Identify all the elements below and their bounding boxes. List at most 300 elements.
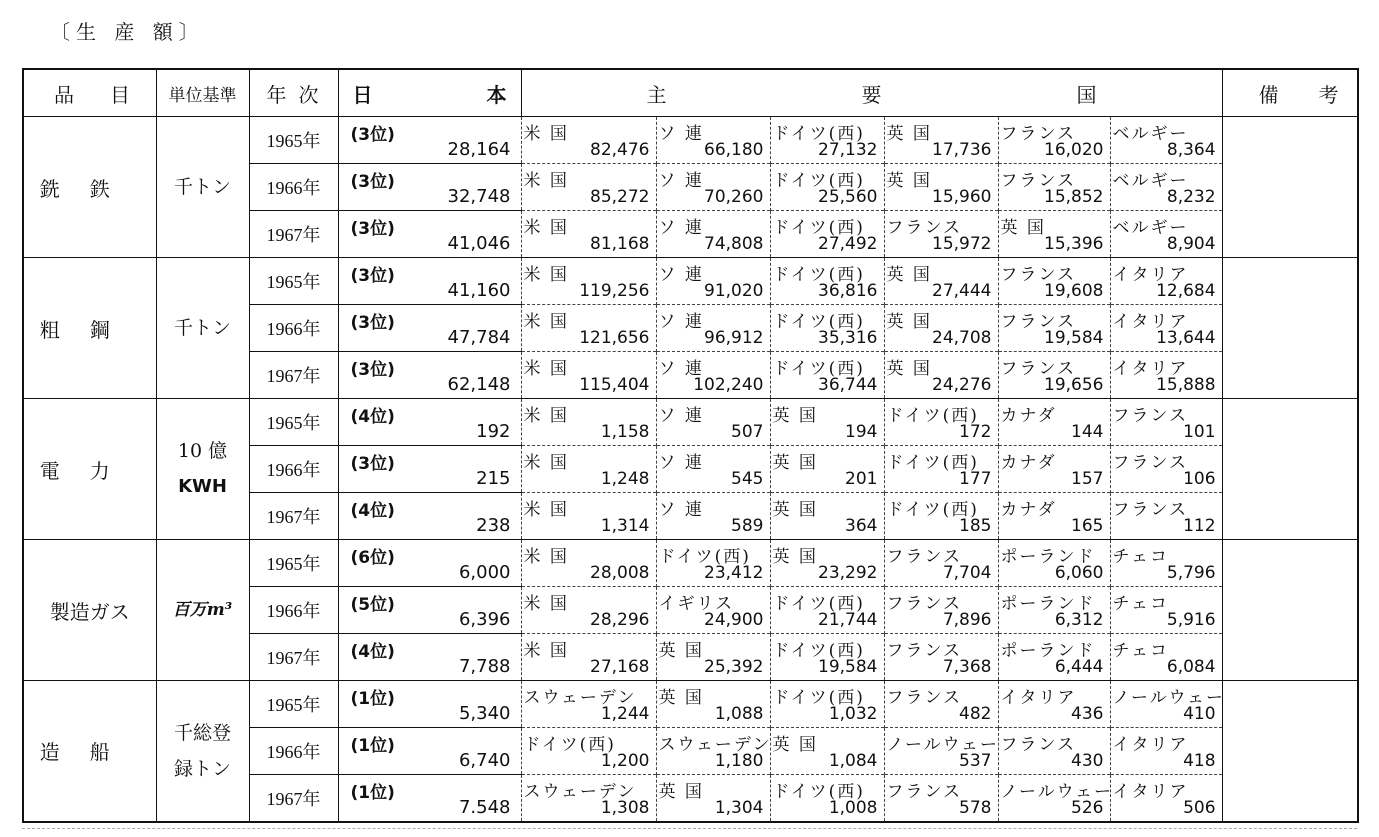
country-cell <box>521 775 656 822</box>
country-cell <box>770 258 884 305</box>
country-value: 364 <box>845 516 878 536</box>
country-value: 15,888 <box>1156 375 1216 395</box>
country-value: 418 <box>1183 751 1216 771</box>
country-value: 578 <box>959 797 992 818</box>
country-cell <box>521 587 656 634</box>
year-cell: 1965年 <box>249 117 338 164</box>
country-value: 21,744 <box>818 610 878 630</box>
country-value: 7,896 <box>942 610 992 630</box>
japan-rank: (3位) <box>350 454 395 474</box>
country-cell <box>770 634 884 681</box>
country-cell <box>656 681 770 728</box>
country-value: 6,060 <box>1054 563 1104 583</box>
country-value: 8,904 <box>1166 234 1216 254</box>
country-value: 8,232 <box>1166 187 1216 207</box>
country-cell <box>884 493 998 540</box>
japan-cell <box>338 587 521 634</box>
table-row <box>23 399 1358 446</box>
country-cell <box>1110 728 1222 775</box>
country-value: 1,008 <box>828 797 878 818</box>
country-cell <box>998 399 1110 446</box>
japan-rank: (3位) <box>350 266 395 286</box>
country-cell <box>1110 258 1222 305</box>
country-name: イタリア <box>1112 265 1189 285</box>
country-cell <box>770 305 884 352</box>
country-value: 96,912 <box>704 328 764 348</box>
country-value: 5,796 <box>1166 563 1216 583</box>
country-name: ソ 連 <box>658 359 704 379</box>
japan-rank: (4位) <box>350 642 395 662</box>
country-name: ドイツ(西) <box>886 500 979 520</box>
country-name: ドイツ(西) <box>772 688 865 708</box>
country-name: チェコ <box>1112 594 1169 614</box>
country-cell <box>770 540 884 587</box>
table-row <box>23 681 1358 728</box>
country-name: 米 国 <box>523 171 569 191</box>
country-name: 米 国 <box>523 218 569 238</box>
country-value: 74,808 <box>704 234 764 254</box>
country-name: スウェーデン <box>658 735 772 755</box>
japan-cell <box>338 164 521 211</box>
country-value: 1,158 <box>600 422 650 442</box>
japan-rank: (1位) <box>350 736 395 756</box>
country-name: ドイツ(西) <box>886 406 979 426</box>
country-cell <box>884 399 998 446</box>
country-name: ソ 連 <box>658 171 704 191</box>
note-cell <box>1222 540 1358 681</box>
country-value: 28,008 <box>590 563 650 583</box>
country-cell <box>884 211 998 258</box>
country-cell <box>1110 540 1222 587</box>
country-value: 28,296 <box>590 610 650 630</box>
country-value: 7,704 <box>942 563 992 583</box>
country-value: 106 <box>1183 469 1216 489</box>
country-value: 27,444 <box>932 281 992 301</box>
country-cell <box>998 634 1110 681</box>
country-name: ベルギー <box>1112 124 1189 144</box>
japan-rank: (3位) <box>350 360 395 380</box>
country-cell <box>521 446 656 493</box>
country-value: 19,584 <box>1044 328 1104 348</box>
country-value: 81,168 <box>590 234 650 254</box>
country-name: ポーランド <box>1000 641 1096 661</box>
japan-value: 7.548 <box>458 796 511 818</box>
country-value: 1,248 <box>600 469 650 489</box>
country-cell <box>884 164 998 211</box>
japan-cell <box>338 493 521 540</box>
country-value: 70,260 <box>704 187 764 207</box>
table-body <box>23 117 1358 822</box>
country-value: 82,476 <box>590 140 650 160</box>
country-cell <box>998 728 1110 775</box>
country-name: フランス <box>1112 500 1188 520</box>
country-name: 英 国 <box>772 547 818 567</box>
japan-cell <box>338 634 521 681</box>
country-value: 19,656 <box>1044 375 1104 395</box>
country-cell <box>1110 634 1222 681</box>
country-value: 1,088 <box>714 704 764 724</box>
unit-basis <box>156 540 249 681</box>
country-cell <box>770 775 884 822</box>
country-name: 英 国 <box>658 688 704 708</box>
country-value: 36,744 <box>818 375 878 395</box>
country-value: 16,020 <box>1044 140 1104 160</box>
country-value: 27,132 <box>818 140 878 160</box>
japan-cell <box>338 775 521 822</box>
country-name: 米 国 <box>523 265 569 285</box>
country-value: 194 <box>845 422 878 442</box>
year-cell: 1966年 <box>249 305 338 352</box>
country-cell <box>770 493 884 540</box>
country-name: 英 国 <box>772 406 818 426</box>
japan-cell <box>338 728 521 775</box>
country-name: フランス <box>886 547 962 567</box>
country-cell <box>884 305 998 352</box>
japan-rank: (1位) <box>350 783 395 803</box>
country-value: 13,644 <box>1156 328 1216 348</box>
country-name: 英 国 <box>772 500 818 520</box>
country-cell <box>770 587 884 634</box>
country-value: 12,684 <box>1156 281 1216 301</box>
country-name: 英 国 <box>1000 218 1046 238</box>
unit-line: 千トン <box>173 317 231 339</box>
item-name: 銑鉄 <box>23 117 156 258</box>
note-cell <box>1222 117 1358 258</box>
country-name: ポーランド <box>1000 594 1096 614</box>
country-cell <box>656 399 770 446</box>
country-value: 24,708 <box>932 328 992 348</box>
country-name: ソ 連 <box>658 124 704 144</box>
country-cell <box>521 540 656 587</box>
country-value: 19,584 <box>818 657 878 677</box>
japan-cell <box>338 258 521 305</box>
year-cell: 1965年 <box>249 540 338 587</box>
header-major-2: 要 <box>861 82 882 107</box>
year-cell: 1965年 <box>249 399 338 446</box>
japan-value: 41,046 <box>447 233 511 254</box>
country-cell <box>998 681 1110 728</box>
country-value: 24,900 <box>704 610 764 630</box>
country-value: 115,404 <box>579 375 650 395</box>
japan-cell <box>338 681 521 728</box>
year-cell: 1966年 <box>249 446 338 493</box>
country-value: 66,180 <box>704 140 764 160</box>
country-name: 米 国 <box>523 594 569 614</box>
country-cell <box>998 258 1110 305</box>
country-name: フランス <box>886 782 962 802</box>
table-row <box>23 540 1358 587</box>
japan-rank: (3位) <box>350 313 395 333</box>
unit-line: 10 億 <box>177 440 228 462</box>
country-cell <box>521 164 656 211</box>
header-major-1: 主 <box>646 82 667 107</box>
country-cell <box>884 728 998 775</box>
japan-value: 192 <box>476 421 511 442</box>
country-cell <box>770 211 884 258</box>
country-cell <box>656 258 770 305</box>
country-value: 545 <box>731 469 764 489</box>
country-value: 1,180 <box>714 751 764 771</box>
country-value: 1,244 <box>600 704 650 724</box>
country-cell <box>884 775 998 822</box>
country-cell <box>1110 352 1222 399</box>
japan-rank: (3位) <box>350 219 395 239</box>
country-value: 6,084 <box>1166 657 1216 677</box>
country-name: ドイツ(西) <box>658 547 751 567</box>
country-name: フランス <box>886 594 962 614</box>
country-cell <box>770 352 884 399</box>
country-name: フランス <box>1112 406 1188 426</box>
japan-value: 32,748 <box>447 186 511 207</box>
country-cell <box>1110 446 1222 493</box>
japan-cell <box>338 305 521 352</box>
country-name: ドイツ(西) <box>772 124 865 144</box>
country-name: 米 国 <box>523 312 569 332</box>
country-cell <box>521 305 656 352</box>
country-name: イタリア <box>1112 359 1189 379</box>
country-value: 165 <box>1071 516 1104 536</box>
country-cell <box>884 681 998 728</box>
country-cell <box>1110 164 1222 211</box>
japan-rank: (5位) <box>350 595 395 615</box>
country-value: 507 <box>731 422 764 442</box>
header-item: 品目 <box>23 69 156 117</box>
year-cell: 1965年 <box>249 681 338 728</box>
japan-cell <box>338 117 521 164</box>
header-major-3: 国 <box>1076 82 1097 107</box>
country-name: フランス <box>886 688 962 708</box>
country-cell <box>1110 305 1222 352</box>
country-cell <box>770 164 884 211</box>
country-name: チェコ <box>1112 641 1169 661</box>
country-value: 589 <box>731 516 764 536</box>
country-name: 英 国 <box>658 782 704 802</box>
unit-line: 録トン <box>173 757 231 780</box>
country-value: 15,960 <box>932 187 992 207</box>
country-value: 5,916 <box>1166 610 1216 630</box>
country-name: 英 国 <box>772 453 818 473</box>
country-value: 23,292 <box>818 563 878 583</box>
country-name: 英 国 <box>886 312 932 332</box>
country-value: 15,852 <box>1044 187 1104 207</box>
country-name: 英 国 <box>886 265 932 285</box>
production-table <box>22 68 1379 823</box>
country-value: 144 <box>1071 422 1104 442</box>
year-cell: 1966年 <box>249 164 338 211</box>
country-cell <box>656 164 770 211</box>
country-value: 119,256 <box>579 281 650 301</box>
country-value: 102,240 <box>693 375 764 395</box>
country-value: 27,168 <box>590 657 650 677</box>
country-value: 121,656 <box>579 328 650 348</box>
country-cell <box>656 728 770 775</box>
year-cell: 1966年 <box>249 728 338 775</box>
country-cell <box>656 211 770 258</box>
note-cell <box>1222 258 1358 399</box>
unit-basis <box>156 117 249 258</box>
country-cell <box>1110 211 1222 258</box>
header-note: 備考 <box>1222 69 1358 117</box>
country-name: 米 国 <box>523 500 569 520</box>
country-name: ドイツ(西) <box>772 265 865 285</box>
unit-line: KWH <box>178 476 227 497</box>
country-value: 27,492 <box>818 234 878 254</box>
country-cell <box>884 258 998 305</box>
table-caption: 〔生 産 額〕 <box>50 20 205 44</box>
unit-line: 千トン <box>173 176 231 198</box>
country-cell <box>998 211 1110 258</box>
japan-value: 47,784 <box>447 327 511 348</box>
country-name: 米 国 <box>523 641 569 661</box>
country-value: 17,736 <box>932 140 992 160</box>
item-name: 電力 <box>23 399 156 540</box>
country-value: 1,032 <box>828 704 878 724</box>
country-value: 19,608 <box>1044 281 1104 301</box>
country-name: ソ 連 <box>658 265 704 285</box>
table-row <box>23 258 1358 305</box>
country-value: 15,972 <box>932 234 992 254</box>
country-cell <box>770 681 884 728</box>
country-name: フランス <box>1000 312 1076 332</box>
japan-cell <box>338 446 521 493</box>
country-value: 1,200 <box>600 751 650 771</box>
country-name: イタリア <box>1112 312 1189 332</box>
country-name: ノールウェー <box>886 735 999 755</box>
country-cell <box>656 587 770 634</box>
country-name: 米 国 <box>523 359 569 379</box>
country-name: ソ 連 <box>658 406 704 426</box>
country-name: ドイツ(西) <box>772 359 865 379</box>
japan-value: 6,740 <box>458 750 511 771</box>
country-name: イタリア <box>1000 688 1077 708</box>
country-cell <box>521 352 656 399</box>
country-name: スウェーデン <box>523 688 637 708</box>
country-cell <box>998 164 1110 211</box>
country-name: 米 国 <box>523 406 569 426</box>
country-value: 430 <box>1071 751 1104 771</box>
country-value: 172 <box>959 422 992 442</box>
country-value: 7,368 <box>942 657 992 677</box>
country-name: フランス <box>1000 171 1076 191</box>
country-name: ノールウェー <box>1112 688 1225 708</box>
year-cell: 1965年 <box>249 258 338 305</box>
japan-value: 62,148 <box>447 374 511 395</box>
country-value: 85,272 <box>590 187 650 207</box>
country-cell <box>521 493 656 540</box>
note-cell <box>1222 399 1358 540</box>
country-value: 537 <box>959 751 992 771</box>
country-value: 25,560 <box>818 187 878 207</box>
japan-value: 5,340 <box>458 703 511 724</box>
country-cell <box>521 728 656 775</box>
country-cell <box>884 117 998 164</box>
japan-value: 215 <box>476 468 511 489</box>
country-name: カナダ <box>1000 453 1057 473</box>
country-value: 1,084 <box>828 751 878 771</box>
country-value: 35,316 <box>818 328 878 348</box>
japan-rank: (4位) <box>350 501 395 521</box>
country-value: 8,364 <box>1166 140 1216 160</box>
country-name: フランス <box>1000 265 1076 285</box>
country-name: 英 国 <box>772 735 818 755</box>
country-name: ポーランド <box>1000 547 1096 567</box>
country-name: フランス <box>1000 735 1076 755</box>
country-cell <box>521 117 656 164</box>
country-cell <box>1110 117 1222 164</box>
country-cell <box>656 634 770 681</box>
japan-value: 6,000 <box>458 562 511 583</box>
year-cell: 1966年 <box>249 587 338 634</box>
country-value: 157 <box>1071 469 1104 489</box>
country-value: 25,392 <box>704 657 764 677</box>
country-name: フランス <box>886 641 962 661</box>
country-cell <box>521 681 656 728</box>
unit-basis <box>156 681 249 822</box>
japan-value: 238 <box>476 515 511 536</box>
country-name: フランス <box>1112 453 1188 473</box>
country-cell <box>770 399 884 446</box>
country-value: 482 <box>959 704 992 724</box>
country-cell <box>884 352 998 399</box>
country-cell <box>998 446 1110 493</box>
japan-rank: (4位) <box>350 407 395 427</box>
year-cell: 1967年 <box>249 352 338 399</box>
year-cell: 1967年 <box>249 634 338 681</box>
unit-basis <box>156 258 249 399</box>
header-japan-right: 本 <box>486 82 507 107</box>
country-cell <box>884 446 998 493</box>
country-name: 米 国 <box>523 453 569 473</box>
country-name: スウェーデン <box>523 782 637 802</box>
country-name: ドイツ(西) <box>772 312 865 332</box>
country-cell <box>998 540 1110 587</box>
header-japan <box>338 69 521 117</box>
country-value: 23,412 <box>704 563 764 583</box>
country-name: 米 国 <box>523 547 569 567</box>
bottom-rule <box>22 828 1357 829</box>
country-cell <box>998 117 1110 164</box>
country-name: ドイツ(西) <box>772 594 865 614</box>
unit-basis <box>156 399 249 540</box>
country-name: フランス <box>1000 359 1076 379</box>
unit-line: 千総登 <box>173 721 231 744</box>
header-japan-left: 日 <box>352 82 373 107</box>
country-name: ドイツ(西) <box>772 641 865 661</box>
country-value: 1,314 <box>600 516 650 536</box>
country-name: カナダ <box>1000 406 1057 426</box>
country-cell <box>521 399 656 446</box>
country-value: 6,444 <box>1054 657 1104 677</box>
country-name: 英 国 <box>886 359 932 379</box>
country-cell <box>998 493 1110 540</box>
country-cell <box>1110 399 1222 446</box>
japan-rank: (6位) <box>350 548 395 568</box>
japan-rank: (3位) <box>350 172 395 192</box>
country-cell <box>884 587 998 634</box>
country-name: イギリス <box>658 594 735 614</box>
country-value: 177 <box>959 469 992 489</box>
country-value: 6,312 <box>1054 610 1104 630</box>
country-value: 36,816 <box>818 281 878 301</box>
japan-value: 7,788 <box>458 656 511 677</box>
country-value: 410 <box>1183 704 1216 724</box>
country-cell <box>998 587 1110 634</box>
country-value: 15,396 <box>1044 234 1104 254</box>
country-name: ソ 連 <box>658 453 704 473</box>
country-cell <box>1110 587 1222 634</box>
japan-rank: (1位) <box>350 689 395 709</box>
country-cell <box>884 634 998 681</box>
